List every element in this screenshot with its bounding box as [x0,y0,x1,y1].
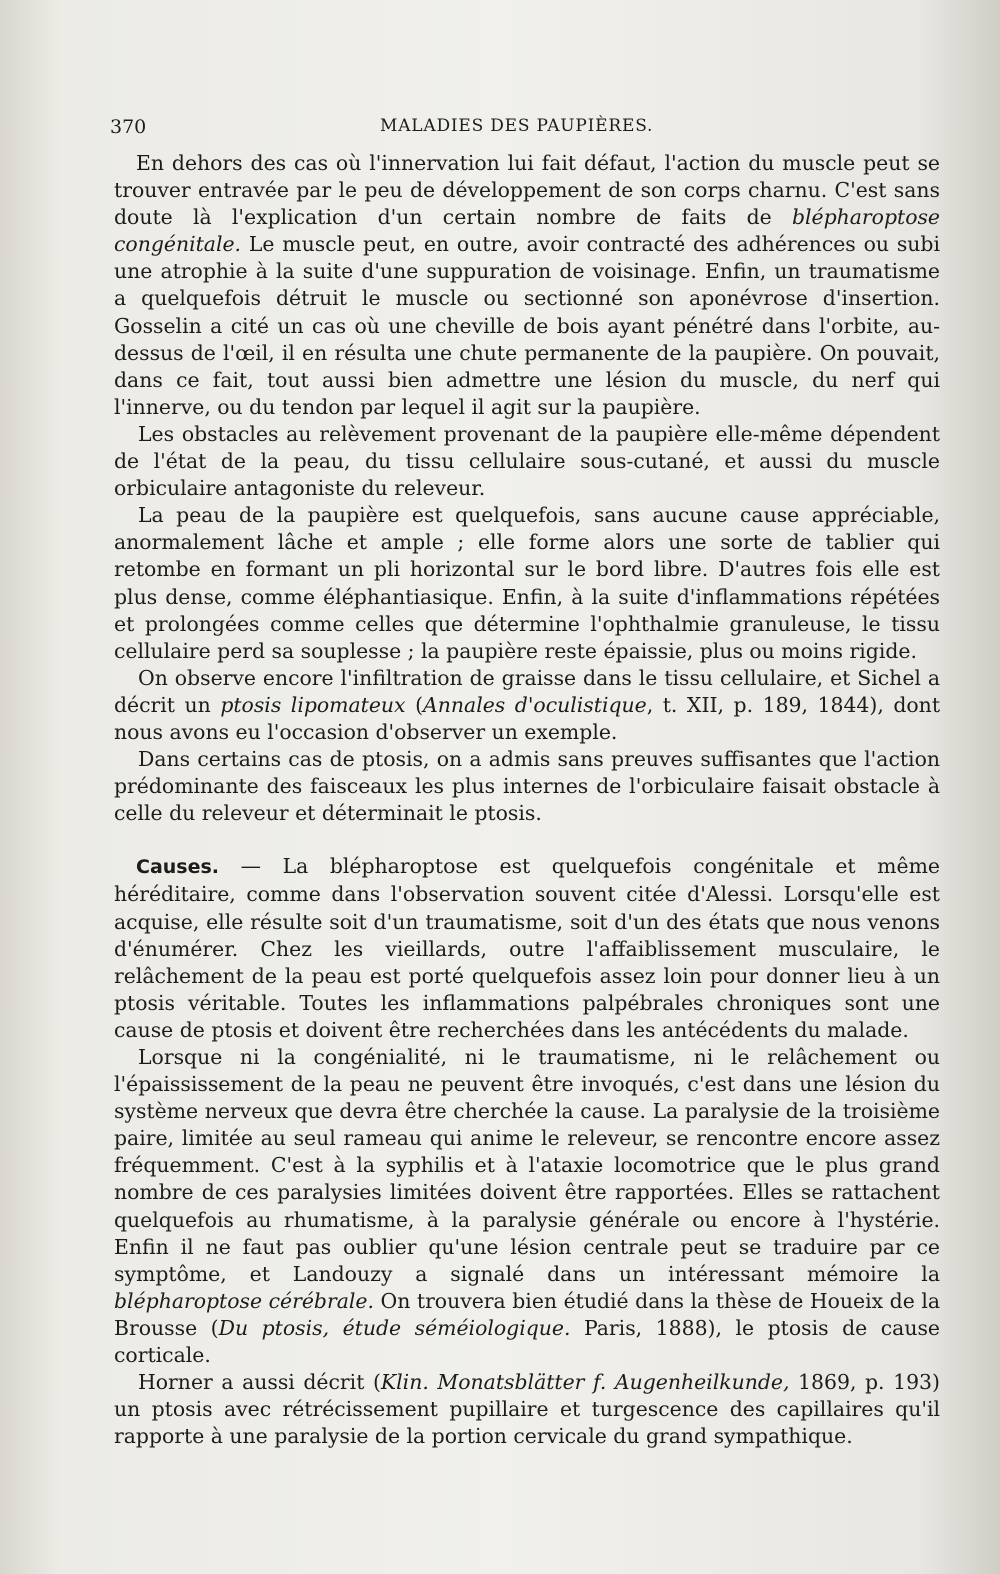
paragraph-innervation [114,150,940,421]
paragraph-text: La peau de la paupière est quelquefois, sans aucune cause appréciable, anormalement lâche et ample ; elle forme alors une sorte de tablier qui retombe en formant un pli horizontal sur le bord libre. D'autres fois elle est plus dense, comme éléphantiasique. Enfin, à la suite d'inflammations répétées et prolongées comme celles que détermine l'ophthalmie granuleuse, le tissu cellulaire perd sa souplesse ; la paupière reste épaissie, plus ou moins rigide. [114,503,940,663]
paragraph-text: Les obstacles au relèvement provenant de la paupière elle-même dépendent de l'état de la peau, du tissu cellulaire sous-cutané, et aussi du muscle orbiculaire antagoniste du releveur. [114,421,940,501]
paragraph-text: Paris, 1888), le ptosis de cause corticale. [114,1315,940,1368]
paragraph-nervous [114,1044,940,1369]
section-heading-causes: Causes. [136,856,220,879]
paragraph-text: La blépharoptose est quelquefois congénitale et même héréditaire, comme dans l'observation souvent citée d'Alessi. Lorsqu'elle est acquise, elle résulte soit d'un traumatisme, soit d'un des états que nous venons d'énumérer. Chez les vieillards, outre l'affaiblissement musculaire, le relâchement de la peau est porté quelquefois assez loin pour donner lieu à un ptosis véritable. Toutes les inflammations palpébrales chroniques sont une cause de ptosis et doivent être recherchées dans les antécédents du malade. [114,854,940,1042]
paragraph-text: 1869, p. 193) un ptosis avec rétrécissement pupillaire et turgescence des capillaires qu'il rapporte à une paralysie de la portion cervicale du grand sympathique. [114,1370,940,1449]
paragraph-text: Horner a aussi décrit ( [138,1370,381,1395]
paragraph-text: ( [405,692,424,717]
paragraph-text: On observe encore l'infiltration de graisse dans le tissu cellulaire, et Sichel a décrit un [114,665,940,717]
paragraph-text: On trouvera bien étudié dans la thèse de Houeix de la Brousse ( [114,1288,940,1340]
running-head: MALADIES DES PAUPIÈRES. [380,116,654,136]
paragraph-text: Le muscle peut, en outre, avoir contracté des adhérences ou subi une atrophie à la suite d'une suppuration de voisinage. Enfin, un traumatisme a quelquefois détruit le muscle ou sectionné son aponévrose d'insertion. Gosselin a cité un cas où une cheville de bois ayant pénétré dans l'orbite, au-dessus de l'œil, il en résulta une chute permanente de la paupière. On pouvait, dans ce fait, tout aussi bien admettre une lésion du muscle, du nerf qui l'innerve, ou du tendon par lequel il agit sur la paupière. [114,232,940,419]
paragraph-text: Dans certains cas de ptosis, on a admis sans preuves suffisantes que l'action prédominante des faisceaux les plus internes de l'orbiculaire faisait obstacle à celle du releveur et déterminait le ptosis. [114,747,940,826]
paragraph-fat [114,665,940,746]
paragraph-text: , t. XII, p. 189, 1844), dont nous avons eu l'occasion d'observer un exemple. [114,692,941,744]
page-header [110,116,940,146]
em-dash: — [219,854,283,879]
page-number: 370 [110,116,147,138]
italic-term: blépharoptose cérébrale. [114,1288,374,1313]
paragraph-text: En dehors des cas où l'innervation lui fait défaut, l'action du muscle peut se trouver entravée par le peu de développement de son corps charnu. C'est sans doute là l'explication d'un certain nombre de faits de [114,151,940,230]
italic-citation: Du ptosis, étude séméiologique. [218,1315,571,1340]
paragraph-orbicular [114,746,940,827]
paragraph-causes [114,853,940,1044]
italic-citation: Klin. Monatsblätter f. Augenheilkunde, [380,1370,790,1395]
paragraph-skin [114,502,940,665]
paragraph-text: Lorsque ni la congénialité, ni le traumatisme, ni le relâchement ou l'épaississement de la peau ne peuvent être invoqués, c'est dans une lésion du système nerveux que devra être cherchée la cause. La paralysie de la troisième paire, limitée au seul rameau qui anime le releveur, se rencontre encore assez fréquemment. C'est à la syphilis et à l'ataxie locomotrice que le plus grand nombre de ces paralysies limitées doivent être rapportées. Elles se rattachent quelquefois au rhumatisme, à la paralysie générale ou encore à l'hystérie. Enfin il ne faut pas oublier qu'une lésion centrale peut se traduire par ce symptôme, et Landouzy a signalé dans un intéressant mémoire la [114,1045,940,1286]
italic-term: blépharoptose congénitale. [114,205,940,257]
italic-citation: Annales d'oculistique [423,692,647,717]
paragraph-horner [114,1369,940,1450]
paragraph-obstacles [114,421,940,502]
body-text [114,150,940,1450]
italic-term: ptosis lipomateux [220,692,406,717]
